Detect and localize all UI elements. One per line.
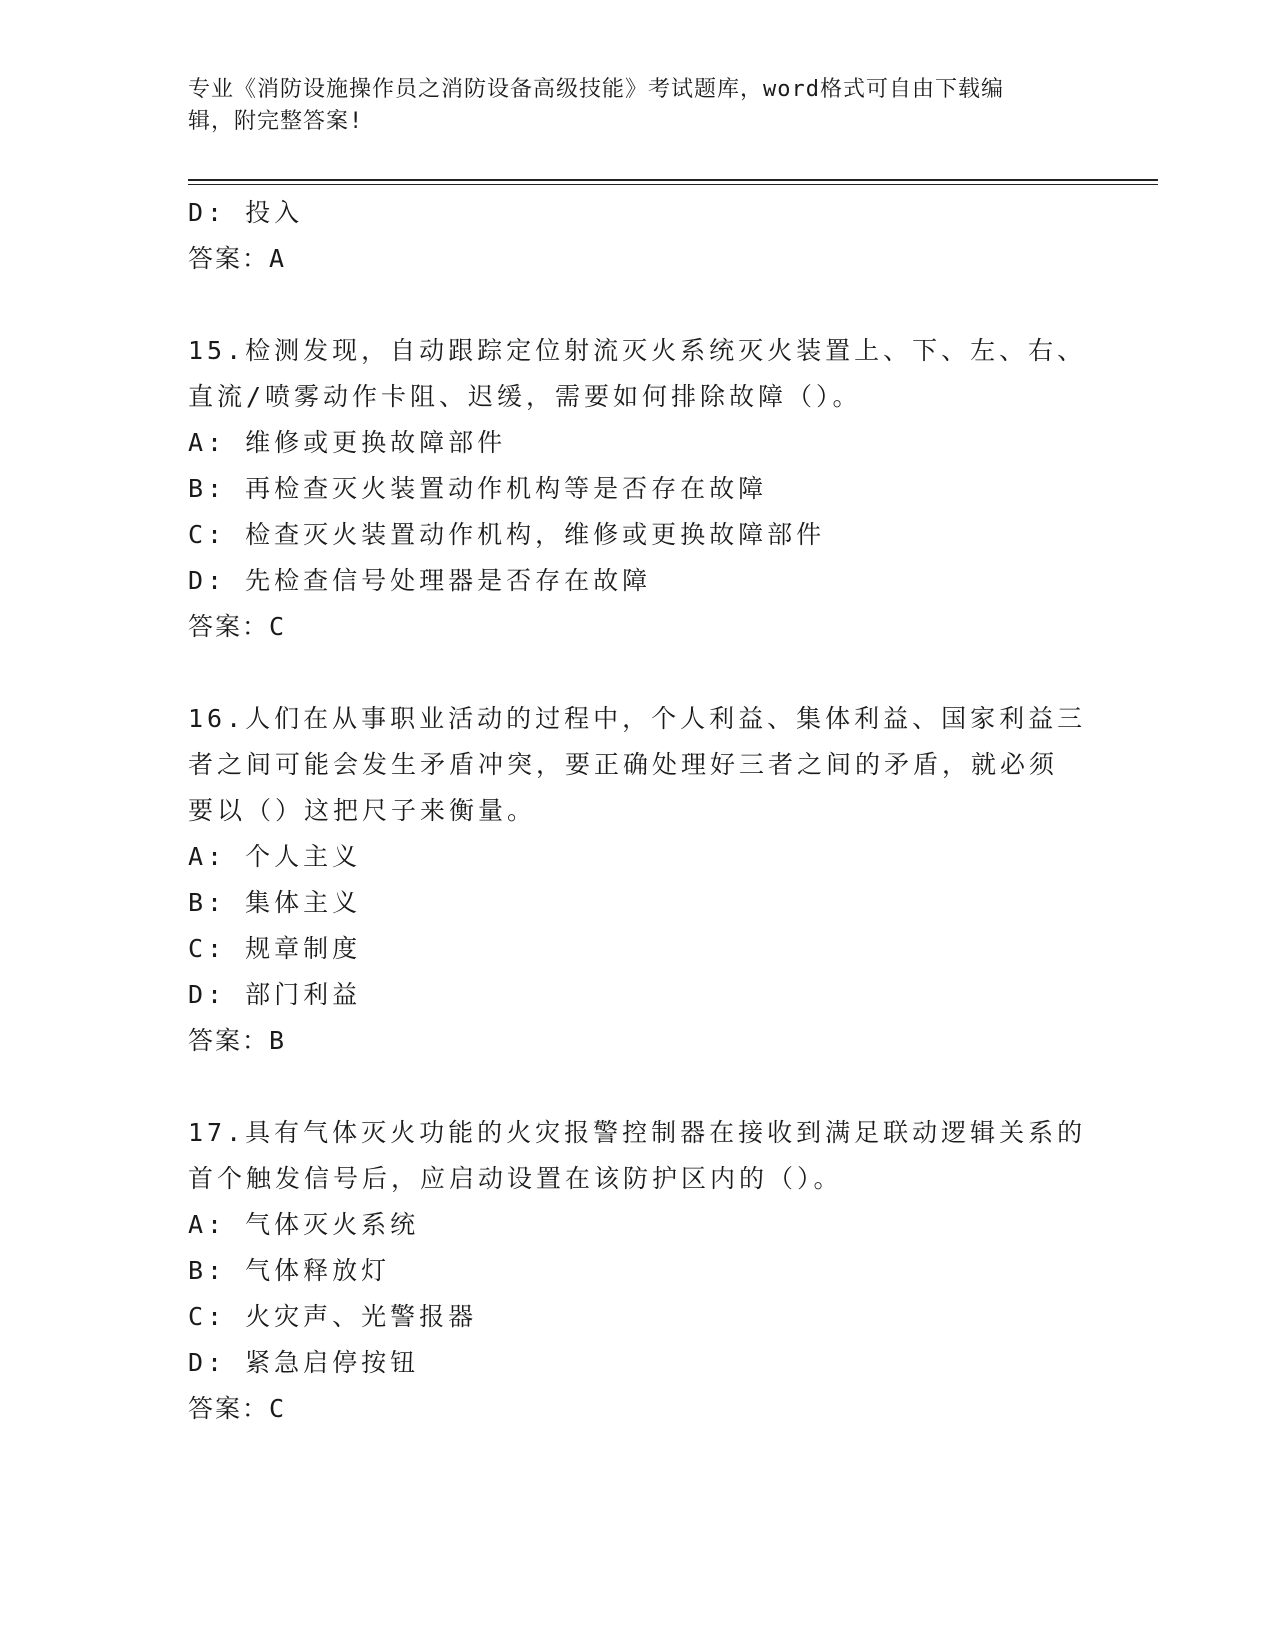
document-body bbox=[188, 190, 1088, 1432]
spacer bbox=[188, 650, 1088, 696]
option-b: B: 集体主义 bbox=[188, 888, 362, 917]
header-rule-thin bbox=[188, 184, 1158, 185]
option-d: D: 紧急启停按钮 bbox=[188, 1348, 420, 1377]
question-17 bbox=[188, 1110, 1088, 1432]
answer-value: C bbox=[269, 612, 287, 641]
option-d: D: 投入 bbox=[188, 198, 304, 227]
header-line-2: 辑，附完整答案! bbox=[188, 109, 364, 134]
answer-value: B bbox=[269, 1026, 287, 1055]
answer-value: C bbox=[269, 1394, 287, 1423]
answer-value: A bbox=[269, 244, 287, 273]
spacer bbox=[188, 282, 1088, 328]
option-b: B: 气体释放灯 bbox=[188, 1256, 391, 1285]
answer-label: 答案： bbox=[188, 1394, 270, 1423]
option-a: A: 个人主义 bbox=[188, 842, 362, 871]
option-d: D: 先检查信号处理器是否存在故障 bbox=[188, 566, 652, 595]
header-rule-thick bbox=[188, 179, 1158, 181]
question-text-line: 者之间可能会发生矛盾冲突，要正确处理好三者之间的矛盾，就必须 bbox=[188, 750, 1059, 779]
question-text-line: 直流/喷雾动作卡阻、迟缓，需要如何排除故障（）。 bbox=[188, 382, 862, 411]
question-15 bbox=[188, 328, 1088, 650]
question-text-line: 15.检测发现，自动跟踪定位射流灭火系统灭火装置上、下、左、右、 bbox=[188, 336, 1087, 365]
answer-label: 答案： bbox=[188, 1026, 270, 1055]
question-text-line: 要以（）这把尺子来衡量。 bbox=[188, 796, 537, 825]
question-text-line: 首个触发信号后，应启动设置在该防护区内的（）。 bbox=[188, 1164, 843, 1193]
answer-line bbox=[188, 1386, 1088, 1432]
question-16 bbox=[188, 696, 1088, 1064]
option-a: A: 维修或更换故障部件 bbox=[188, 428, 507, 457]
option-d: D: 部门利益 bbox=[188, 980, 362, 1009]
option-a: A: 气体灭火系统 bbox=[188, 1210, 420, 1239]
answer-line bbox=[188, 236, 1088, 282]
answer-label: 答案： bbox=[188, 612, 270, 641]
question-text-line: 17.具有气体灭火功能的火灾报警控制器在接收到满足联动逻辑关系的 bbox=[188, 1118, 1087, 1147]
option-b: B: 再检查灭火装置动作机构等是否存在故障 bbox=[188, 474, 768, 503]
option-c: C: 规章制度 bbox=[188, 934, 362, 963]
option-c: C: 火灾声、光警报器 bbox=[188, 1302, 478, 1331]
spacer bbox=[188, 1064, 1088, 1110]
answer-label: 答案： bbox=[188, 244, 270, 273]
answer-line bbox=[188, 604, 1088, 650]
carryover-block bbox=[188, 190, 1088, 282]
answer-line bbox=[188, 1018, 1088, 1064]
document-header bbox=[188, 74, 1088, 138]
header-line-1: 专业《消防设施操作员之消防设备高级技能》考试题库，word格式可自由下载编 bbox=[188, 77, 1004, 102]
option-c: C: 检查灭火装置动作机构，维修或更换故障部件 bbox=[188, 520, 826, 549]
question-text-line: 16.人们在从事职业活动的过程中，个人利益、集体利益、国家利益三 bbox=[188, 704, 1087, 733]
